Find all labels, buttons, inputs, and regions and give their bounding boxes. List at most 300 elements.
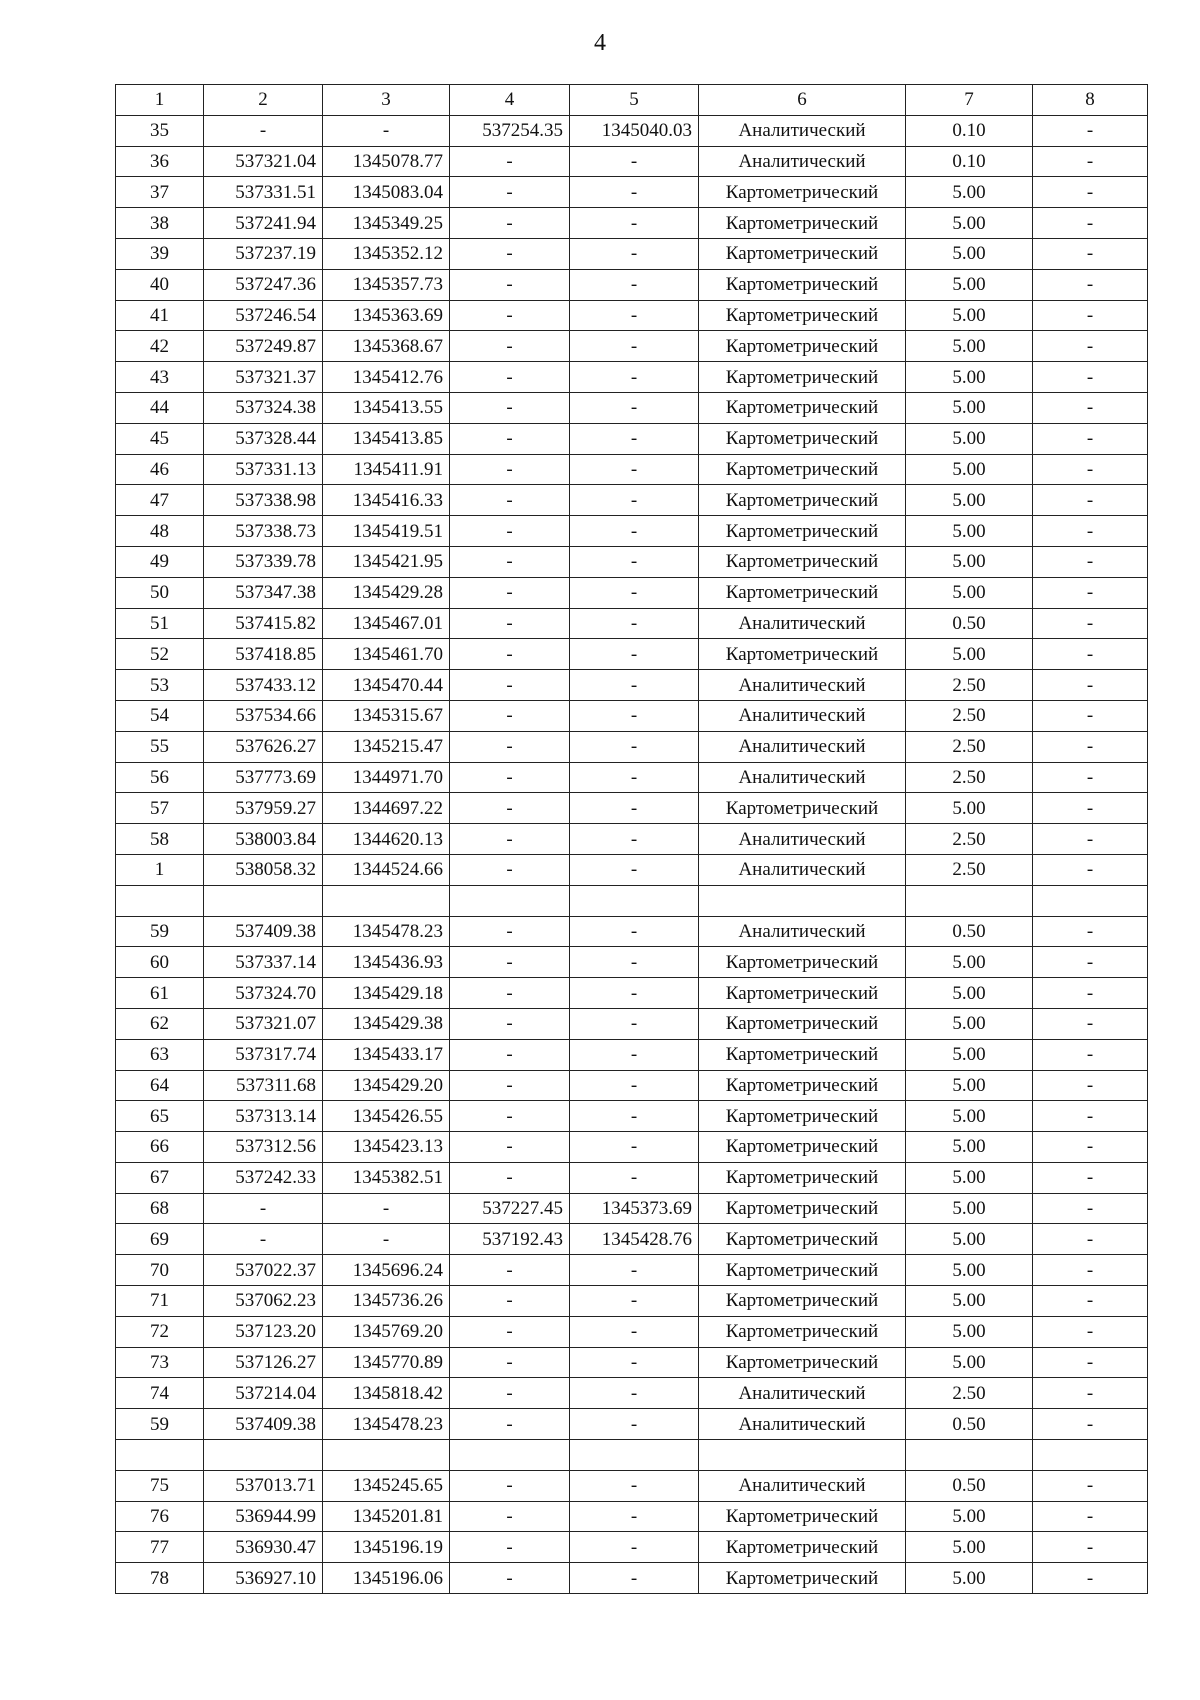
table-cell: 1 xyxy=(116,854,204,885)
table-cell: Картометрический xyxy=(699,362,906,393)
table-row xyxy=(116,1162,1148,1193)
table-cell xyxy=(116,885,204,916)
table-cell: Аналитический xyxy=(699,115,906,146)
table-cell: Картометрический xyxy=(699,238,906,269)
table-cell: 1345436.93 xyxy=(323,947,450,978)
table-cell: 537192.43 xyxy=(450,1224,570,1255)
table-cell: 5.00 xyxy=(906,639,1033,670)
table-cell: 68 xyxy=(116,1193,204,1224)
table-row xyxy=(116,577,1148,608)
table-cell: - xyxy=(450,423,570,454)
table-cell: - xyxy=(570,670,699,701)
column-header: 6 xyxy=(699,85,906,116)
table-cell: Картометрический xyxy=(699,1070,906,1101)
table-row xyxy=(116,177,1148,208)
table-cell: Аналитический xyxy=(699,824,906,855)
table-cell: - xyxy=(450,362,570,393)
table-row xyxy=(116,1286,1148,1317)
table-cell: Картометрический xyxy=(699,423,906,454)
column-header: 7 xyxy=(906,85,1033,116)
table-cell: 63 xyxy=(116,1039,204,1070)
table-cell: - xyxy=(450,1316,570,1347)
table-cell: - xyxy=(323,1193,450,1224)
table-cell: Картометрический xyxy=(699,392,906,423)
table-cell: 1345818.42 xyxy=(323,1378,450,1409)
table-cell: - xyxy=(1033,793,1148,824)
table-cell: 42 xyxy=(116,331,204,362)
table-cell: 538003.84 xyxy=(204,824,323,855)
table-cell: 64 xyxy=(116,1070,204,1101)
table-cell: Картометрический xyxy=(699,1162,906,1193)
table-cell: 1345416.33 xyxy=(323,485,450,516)
table-cell: - xyxy=(450,146,570,177)
table-cell: 1345315.67 xyxy=(323,700,450,731)
table-cell: Картометрический xyxy=(699,577,906,608)
table-cell: 536927.10 xyxy=(204,1563,323,1594)
table-cell: 5.00 xyxy=(906,1255,1033,1286)
table-cell: 0.10 xyxy=(906,115,1033,146)
table-row xyxy=(116,947,1148,978)
table-cell: - xyxy=(450,1563,570,1594)
table-cell: - xyxy=(1033,824,1148,855)
table-cell: 1345696.24 xyxy=(323,1255,450,1286)
table-cell: 0.10 xyxy=(906,146,1033,177)
table-cell xyxy=(116,1440,204,1471)
table-cell: 5.00 xyxy=(906,269,1033,300)
table-cell: Картометрический xyxy=(699,269,906,300)
table-cell: 1344697.22 xyxy=(323,793,450,824)
table-cell: 1345363.69 xyxy=(323,300,450,331)
table-cell: - xyxy=(1033,1532,1148,1563)
table-row xyxy=(116,1224,1148,1255)
column-header: 5 xyxy=(570,85,699,116)
table-cell: - xyxy=(450,177,570,208)
table-cell: - xyxy=(570,1132,699,1163)
table-cell: 36 xyxy=(116,146,204,177)
table-cell: 537241.94 xyxy=(204,208,323,239)
table-cell: 78 xyxy=(116,1563,204,1594)
table-cell: Картометрический xyxy=(699,1501,906,1532)
table-cell: 1345429.18 xyxy=(323,978,450,1009)
table-cell: 58 xyxy=(116,824,204,855)
table-cell: - xyxy=(450,577,570,608)
table-cell: 67 xyxy=(116,1162,204,1193)
table-cell: 537227.45 xyxy=(450,1193,570,1224)
table-cell: Картометрический xyxy=(699,454,906,485)
table-cell: - xyxy=(1033,1378,1148,1409)
table-row xyxy=(116,824,1148,855)
table-row xyxy=(116,793,1148,824)
table-cell: - xyxy=(450,300,570,331)
table-cell: - xyxy=(450,608,570,639)
table-cell: 537409.38 xyxy=(204,916,323,947)
table-cell: 2.50 xyxy=(906,731,1033,762)
table-cell: 51 xyxy=(116,608,204,639)
table-cell: - xyxy=(570,978,699,1009)
table-cell: - xyxy=(1033,362,1148,393)
table-cell: - xyxy=(450,1409,570,1440)
table-cell: - xyxy=(570,1039,699,1070)
table-cell: - xyxy=(450,1255,570,1286)
table-cell: 35 xyxy=(116,115,204,146)
table-cell: 44 xyxy=(116,392,204,423)
table-cell: - xyxy=(1033,1162,1148,1193)
table-cell xyxy=(570,1440,699,1471)
table-cell: 537242.33 xyxy=(204,1162,323,1193)
table-cell: - xyxy=(450,331,570,362)
table-cell: - xyxy=(450,485,570,516)
table-row xyxy=(116,670,1148,701)
table-cell: - xyxy=(570,146,699,177)
table-cell: - xyxy=(1033,762,1148,793)
table-cell: 1345478.23 xyxy=(323,1409,450,1440)
table-cell: 0.50 xyxy=(906,916,1033,947)
table-cell: 536930.47 xyxy=(204,1532,323,1563)
table-cell: - xyxy=(570,1347,699,1378)
table-cell: Картометрический xyxy=(699,1193,906,1224)
table-cell: Аналитический xyxy=(699,670,906,701)
table-cell: Картометрический xyxy=(699,300,906,331)
table-cell: 38 xyxy=(116,208,204,239)
table-cell: 537317.74 xyxy=(204,1039,323,1070)
table-cell: 537123.20 xyxy=(204,1316,323,1347)
table-cell: - xyxy=(1033,1101,1148,1132)
table-cell: - xyxy=(323,115,450,146)
table-cell: - xyxy=(570,639,699,670)
table-cell: 5.00 xyxy=(906,177,1033,208)
table-cell: 5.00 xyxy=(906,577,1033,608)
table-cell: 69 xyxy=(116,1224,204,1255)
table-row xyxy=(116,916,1148,947)
table-row xyxy=(116,485,1148,516)
table-cell: 5.00 xyxy=(906,331,1033,362)
table-cell: 1345478.23 xyxy=(323,916,450,947)
table-row xyxy=(116,546,1148,577)
table-cell: - xyxy=(450,208,570,239)
table-cell: - xyxy=(570,916,699,947)
table-cell: 5.00 xyxy=(906,1347,1033,1378)
table-cell: 2.50 xyxy=(906,1378,1033,1409)
table-cell: - xyxy=(450,1501,570,1532)
table-cell: Аналитический xyxy=(699,700,906,731)
table-cell: 5.00 xyxy=(906,793,1033,824)
table-cell: 1345419.51 xyxy=(323,516,450,547)
table-cell: - xyxy=(570,300,699,331)
table-cell: - xyxy=(450,978,570,1009)
table-cell: 61 xyxy=(116,978,204,1009)
table-cell: 60 xyxy=(116,947,204,978)
table-cell: - xyxy=(1033,1039,1148,1070)
table-cell: - xyxy=(570,1532,699,1563)
table-cell: 56 xyxy=(116,762,204,793)
table-cell: 43 xyxy=(116,362,204,393)
table-cell: - xyxy=(1033,238,1148,269)
table-cell: 537324.70 xyxy=(204,978,323,1009)
table-cell: - xyxy=(570,1286,699,1317)
table-cell: 39 xyxy=(116,238,204,269)
table-cell: 1345736.26 xyxy=(323,1286,450,1317)
table-cell xyxy=(204,1440,323,1471)
table-header-row xyxy=(116,85,1148,116)
table-cell: - xyxy=(450,1162,570,1193)
table-cell: 537312.56 xyxy=(204,1132,323,1163)
table-cell: - xyxy=(1033,608,1148,639)
table-cell: 1345426.55 xyxy=(323,1101,450,1132)
table-row xyxy=(116,1440,1148,1471)
table-cell: 5.00 xyxy=(906,1132,1033,1163)
coordinates-table xyxy=(115,84,1148,1594)
table-cell xyxy=(450,1440,570,1471)
table-cell: - xyxy=(450,1101,570,1132)
table-cell: - xyxy=(570,177,699,208)
table-cell: 5.00 xyxy=(906,300,1033,331)
table-cell: - xyxy=(450,854,570,885)
table-cell: 2.50 xyxy=(906,700,1033,731)
table-cell: 5.00 xyxy=(906,1070,1033,1101)
table-cell: Картометрический xyxy=(699,208,906,239)
table-cell: - xyxy=(1033,392,1148,423)
table-cell: 57 xyxy=(116,793,204,824)
table-cell: 1345412.76 xyxy=(323,362,450,393)
table-row xyxy=(116,608,1148,639)
table-cell: - xyxy=(570,700,699,731)
table-cell: 0.50 xyxy=(906,608,1033,639)
table-row xyxy=(116,639,1148,670)
table-row xyxy=(116,454,1148,485)
table-cell: - xyxy=(450,1470,570,1501)
table-cell: 537338.73 xyxy=(204,516,323,547)
table-row xyxy=(116,238,1148,269)
table-cell: - xyxy=(1033,115,1148,146)
table-row xyxy=(116,1378,1148,1409)
table-cell: 77 xyxy=(116,1532,204,1563)
table-cell: - xyxy=(570,238,699,269)
table-cell: 1345352.12 xyxy=(323,238,450,269)
table-cell: 71 xyxy=(116,1286,204,1317)
table-cell: - xyxy=(450,392,570,423)
table-cell: 5.00 xyxy=(906,546,1033,577)
table-cell: 1345413.55 xyxy=(323,392,450,423)
table-cell: Картометрический xyxy=(699,546,906,577)
table-cell: 1345470.44 xyxy=(323,670,450,701)
table-cell: - xyxy=(1033,947,1148,978)
table-cell: - xyxy=(323,1224,450,1255)
table-cell: 537249.87 xyxy=(204,331,323,362)
table-cell: 537254.35 xyxy=(450,115,570,146)
table-cell: - xyxy=(1033,670,1148,701)
table-cell: - xyxy=(1033,423,1148,454)
table-cell: - xyxy=(1033,454,1148,485)
table-cell: Картометрический xyxy=(699,1039,906,1070)
table-cell: - xyxy=(450,793,570,824)
table-cell: 1344524.66 xyxy=(323,854,450,885)
table-cell: 5.00 xyxy=(906,423,1033,454)
table-cell: Картометрический xyxy=(699,331,906,362)
table-cell: Аналитический xyxy=(699,854,906,885)
table-cell: 537324.38 xyxy=(204,392,323,423)
table-cell: - xyxy=(1033,208,1148,239)
table-cell: 5.00 xyxy=(906,362,1033,393)
table-row xyxy=(116,1193,1148,1224)
table-row xyxy=(116,731,1148,762)
table-cell: - xyxy=(450,700,570,731)
table-cell: - xyxy=(570,824,699,855)
table-cell: 1345196.06 xyxy=(323,1563,450,1594)
table-cell: - xyxy=(450,762,570,793)
table-cell: - xyxy=(1033,1501,1148,1532)
table-cell: Картометрический xyxy=(699,1286,906,1317)
table-cell: 537331.51 xyxy=(204,177,323,208)
table-cell xyxy=(906,885,1033,916)
table-cell: Картометрический xyxy=(699,1316,906,1347)
table-cell: 537321.37 xyxy=(204,362,323,393)
table-cell: 537126.27 xyxy=(204,1347,323,1378)
table-cell: - xyxy=(1033,1316,1148,1347)
table-cell: - xyxy=(570,608,699,639)
table-cell: 73 xyxy=(116,1347,204,1378)
table-cell: - xyxy=(450,1347,570,1378)
table-row xyxy=(116,208,1148,239)
table-cell: 1345083.04 xyxy=(323,177,450,208)
table-cell: 1345467.01 xyxy=(323,608,450,639)
table-cell: - xyxy=(1033,1286,1148,1317)
table-cell: - xyxy=(1033,177,1148,208)
table-cell: Картометрический xyxy=(699,793,906,824)
table-cell: 52 xyxy=(116,639,204,670)
table-cell: 1345429.20 xyxy=(323,1070,450,1101)
table-cell: - xyxy=(204,1193,323,1224)
table-cell: - xyxy=(570,1008,699,1039)
table-cell: 1345769.20 xyxy=(323,1316,450,1347)
table-cell: - xyxy=(570,577,699,608)
table-cell: 49 xyxy=(116,546,204,577)
table-body xyxy=(116,115,1148,1593)
table-cell: - xyxy=(450,1008,570,1039)
table-cell: 5.00 xyxy=(906,1162,1033,1193)
table-cell: 1345433.17 xyxy=(323,1039,450,1070)
table-row xyxy=(116,1470,1148,1501)
table-cell: 537311.68 xyxy=(204,1070,323,1101)
table-cell xyxy=(570,885,699,916)
table-cell: 41 xyxy=(116,300,204,331)
table-row xyxy=(116,516,1148,547)
table-cell: - xyxy=(570,423,699,454)
table-cell: - xyxy=(570,731,699,762)
table-cell: - xyxy=(1033,1132,1148,1163)
table-cell: - xyxy=(450,1039,570,1070)
table-cell: 537321.07 xyxy=(204,1008,323,1039)
table-cell: Аналитический xyxy=(699,1378,906,1409)
table-cell: - xyxy=(570,1470,699,1501)
column-header: 4 xyxy=(450,85,570,116)
table-cell: 5.00 xyxy=(906,208,1033,239)
table-cell: - xyxy=(570,854,699,885)
table-cell: Картометрический xyxy=(699,177,906,208)
table-cell: 1345196.19 xyxy=(323,1532,450,1563)
table-row xyxy=(116,1409,1148,1440)
table-cell: - xyxy=(1033,1193,1148,1224)
table-row xyxy=(116,1008,1148,1039)
column-header: 8 xyxy=(1033,85,1148,116)
table-cell: - xyxy=(570,362,699,393)
table-row xyxy=(116,146,1148,177)
table-cell: Картометрический xyxy=(699,1347,906,1378)
table-cell: 537347.38 xyxy=(204,577,323,608)
table-cell: 1344971.70 xyxy=(323,762,450,793)
table-cell: 5.00 xyxy=(906,485,1033,516)
table-cell: 5.00 xyxy=(906,1563,1033,1594)
table-cell: 50 xyxy=(116,577,204,608)
table-cell: - xyxy=(1033,300,1148,331)
table-row xyxy=(116,1532,1148,1563)
table-cell: Картометрический xyxy=(699,485,906,516)
table-cell: 1345423.13 xyxy=(323,1132,450,1163)
table-cell: 1345245.65 xyxy=(323,1470,450,1501)
table-cell xyxy=(1033,1440,1148,1471)
table-cell: - xyxy=(1033,546,1148,577)
table-cell: 537337.14 xyxy=(204,947,323,978)
table-cell: Картометрический xyxy=(699,947,906,978)
table-cell: - xyxy=(570,1563,699,1594)
table-cell: 74 xyxy=(116,1378,204,1409)
page-number: 4 xyxy=(594,30,606,56)
table-cell: 55 xyxy=(116,731,204,762)
table-cell: 1345411.91 xyxy=(323,454,450,485)
table-cell: - xyxy=(570,1316,699,1347)
table-cell: 537062.23 xyxy=(204,1286,323,1317)
table-row xyxy=(116,1070,1148,1101)
table-cell: - xyxy=(450,454,570,485)
table-cell: - xyxy=(450,1286,570,1317)
table-cell: - xyxy=(1033,331,1148,362)
table-cell: Картометрический xyxy=(699,1008,906,1039)
table-cell: 5.00 xyxy=(906,238,1033,269)
table-cell: 2.50 xyxy=(906,762,1033,793)
column-header: 1 xyxy=(116,85,204,116)
table-cell: 5.00 xyxy=(906,1193,1033,1224)
table-cell: - xyxy=(1033,516,1148,547)
table-cell: 1345770.89 xyxy=(323,1347,450,1378)
table-cell: - xyxy=(1033,1347,1148,1378)
table-cell: - xyxy=(1033,269,1148,300)
table-cell: - xyxy=(570,454,699,485)
table-cell: 537959.27 xyxy=(204,793,323,824)
table-cell: - xyxy=(450,731,570,762)
table-cell: - xyxy=(1033,1255,1148,1286)
table-cell: 54 xyxy=(116,700,204,731)
table-cell: Картометрический xyxy=(699,1101,906,1132)
table-cell: 537626.27 xyxy=(204,731,323,762)
table-cell: 5.00 xyxy=(906,978,1033,1009)
table-cell: - xyxy=(1033,1224,1148,1255)
table-row xyxy=(116,1347,1148,1378)
table-cell: 45 xyxy=(116,423,204,454)
table-cell xyxy=(1033,885,1148,916)
table-row xyxy=(116,1316,1148,1347)
table-cell: - xyxy=(570,331,699,362)
table-cell: Аналитический xyxy=(699,146,906,177)
table-cell: - xyxy=(450,238,570,269)
table-cell: 5.00 xyxy=(906,516,1033,547)
table-cell: 5.00 xyxy=(906,1316,1033,1347)
table-cell: - xyxy=(1033,577,1148,608)
table-row xyxy=(116,854,1148,885)
table-cell: 537331.13 xyxy=(204,454,323,485)
table-cell: 537534.66 xyxy=(204,700,323,731)
table-row xyxy=(116,1563,1148,1594)
table-cell: - xyxy=(1033,978,1148,1009)
table-cell: 1345382.51 xyxy=(323,1162,450,1193)
